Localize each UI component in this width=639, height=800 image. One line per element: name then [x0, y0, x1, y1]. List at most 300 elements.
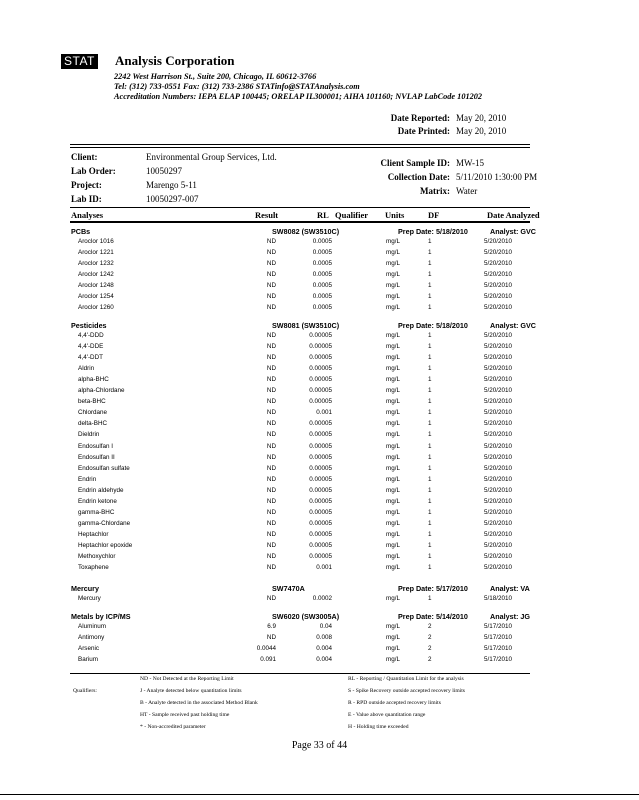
analyte-name: Aroclor 1232 [78, 260, 114, 267]
table-row [0, 343, 639, 354]
section-header-pesticides [0, 321, 639, 332]
analyte-name: alpha-Chlordane [78, 387, 125, 395]
units: mg/L [386, 564, 400, 572]
col-df: DF [428, 210, 440, 220]
result: ND [266, 519, 276, 527]
result: ND [266, 595, 276, 602]
section-method: SW7470A [272, 584, 305, 593]
units: mg/L [386, 271, 400, 278]
date-analyzed: 5/20/2010 [484, 282, 513, 289]
reporting-limit: 0.001 [316, 409, 332, 417]
date-analyzed: 5/20/2010 [484, 453, 513, 461]
table-row [0, 376, 639, 387]
table-row [0, 656, 639, 667]
date-analyzed: 5/20/2010 [484, 238, 513, 245]
result: ND [266, 238, 276, 245]
reporting-limit: 0.0005 [312, 260, 332, 267]
units: mg/L [386, 304, 400, 311]
client-sample-id-label: Client Sample ID: [380, 158, 450, 168]
table-row [0, 623, 639, 634]
dilution-factor: 1 [428, 431, 432, 439]
reporting-limit: 0.0005 [312, 271, 332, 278]
table-row [0, 531, 639, 542]
date-analyzed: 5/20/2010 [484, 486, 513, 494]
units: mg/L [386, 530, 400, 538]
dilution-factor: 2 [428, 656, 432, 663]
section-analyst: Analyst: GVC [490, 227, 536, 236]
collection-date-value: 5/11/2010 1:30:00 PM [456, 172, 538, 182]
units: mg/L [386, 453, 400, 461]
date-analyzed: 5/20/2010 [484, 464, 513, 472]
dilution-factor: 1 [428, 387, 432, 395]
units: mg/L [386, 420, 400, 428]
client-sample-id-value: MW-15 [456, 158, 484, 168]
qualifier-legend-item: RL - Reporting / Quantitation Limit for the analysis [348, 676, 464, 682]
dilution-factor: 1 [428, 260, 432, 267]
units: mg/L [386, 656, 400, 663]
table-row [0, 509, 639, 520]
units: mg/L [386, 409, 400, 417]
table-row [0, 409, 639, 420]
analyte-name: Antimony [78, 634, 105, 641]
date-analyzed: 5/20/2010 [484, 376, 513, 384]
col-units: Units [385, 210, 405, 220]
section-prep-date: Prep Date: 5/14/2010 [398, 612, 468, 621]
table-row [0, 476, 639, 487]
dilution-factor: 1 [428, 464, 432, 472]
section-name: Metals by ICP/MS [71, 612, 131, 621]
reporting-limit: 0.001 [316, 564, 332, 572]
table-row [0, 645, 639, 656]
reporting-limit: 0.00005 [309, 387, 332, 395]
date-analyzed: 5/20/2010 [484, 409, 513, 417]
table-row [0, 271, 639, 282]
result: ND [266, 486, 276, 494]
date-analyzed: 5/20/2010 [484, 431, 513, 439]
result: ND [266, 442, 276, 450]
dilution-factor: 1 [428, 271, 432, 278]
result: ND [266, 282, 276, 289]
col-result: Result [255, 210, 279, 220]
page-number: Page 33 of 44 [291, 740, 348, 751]
result: ND [266, 431, 276, 439]
dilution-factor: 1 [428, 238, 432, 245]
result: ND [266, 530, 276, 538]
result: ND [266, 293, 276, 300]
table-row [0, 454, 639, 465]
date-analyzed: 5/20/2010 [484, 365, 513, 373]
dilution-factor: 1 [428, 354, 432, 362]
date-analyzed: 5/20/2010 [484, 271, 513, 278]
table-row [0, 293, 639, 304]
result: ND [266, 260, 276, 267]
dilution-factor: 1 [428, 442, 432, 450]
date-analyzed: 5/18/2010 [484, 595, 513, 602]
date-analyzed: 5/17/2010 [484, 623, 513, 630]
result: ND [266, 497, 276, 505]
date-analyzed: 5/20/2010 [484, 260, 513, 267]
reporting-limit: 0.0005 [312, 282, 332, 289]
analyte-name: Toxaphene [78, 564, 109, 572]
date-analyzed: 5/20/2010 [484, 475, 513, 483]
table-row [0, 387, 639, 398]
analyte-name: alpha-BHC [78, 376, 109, 384]
divider [70, 221, 530, 223]
reporting-limit: 0.0005 [312, 304, 332, 311]
date-analyzed: 5/20/2010 [484, 387, 513, 395]
reporting-limit: 0.004 [316, 656, 332, 663]
table-row [0, 304, 639, 315]
units: mg/L [386, 431, 400, 439]
result: 6.9 [267, 623, 276, 630]
units: mg/L [386, 376, 400, 384]
lab-order-label: Lab Order: [71, 166, 116, 176]
project-value: Marengo 5-11 [146, 180, 197, 190]
result: ND [266, 541, 276, 549]
reporting-limit: 0.00005 [309, 541, 332, 549]
units: mg/L [386, 282, 400, 289]
date-analyzed: 5/20/2010 [484, 541, 513, 549]
analyte-name: Endosulfan I [78, 442, 114, 450]
dilution-factor: 1 [428, 475, 432, 483]
dilution-factor: 1 [428, 486, 432, 494]
table-row [0, 595, 639, 606]
client-label: Client: [71, 152, 98, 162]
table-row [0, 260, 639, 271]
units: mg/L [386, 398, 400, 406]
dilution-factor: 1 [428, 376, 432, 384]
divider [70, 147, 530, 148]
reporting-limit: 0.00005 [309, 354, 332, 362]
company-address: 2242 West Harrison St., Suite 200, Chicago, IL 60612-3766 [114, 72, 317, 81]
analyte-name: Endrin aldehyde [78, 486, 124, 494]
date-analyzed: 5/20/2010 [484, 497, 513, 505]
reporting-limit: 0.00005 [309, 442, 332, 450]
units: mg/L [386, 475, 400, 483]
table-row [0, 553, 639, 564]
dilution-factor: 1 [428, 398, 432, 406]
analyte-name: Mercury [78, 595, 101, 602]
units: mg/L [386, 354, 400, 362]
result: ND [266, 271, 276, 278]
units: mg/L [386, 497, 400, 505]
analyte-name: Aldrin [78, 365, 95, 373]
result: ND [266, 365, 276, 373]
dilution-factor: 1 [428, 420, 432, 428]
dilution-factor: 1 [428, 304, 432, 311]
qualifier-legend-item: ND - Not Detected at the Reporting Limit [140, 676, 234, 682]
collection-date-label: Collection Date: [387, 172, 450, 182]
table-row [0, 431, 639, 442]
table-row [0, 332, 639, 343]
reporting-limit: 0.00005 [309, 398, 332, 406]
divider [70, 144, 530, 145]
analyte-name: Aroclor 1254 [78, 293, 114, 300]
result: ND [266, 564, 276, 572]
units: mg/L [386, 645, 400, 652]
units: mg/L [386, 332, 400, 339]
date-analyzed: 5/20/2010 [484, 530, 513, 538]
table-row [0, 354, 639, 365]
table-row [0, 542, 639, 553]
reporting-limit: 0.00005 [309, 519, 332, 527]
qualifier-legend-item: HT - Sample received past holding time [140, 712, 230, 718]
date-analyzed: 5/20/2010 [484, 564, 513, 572]
dilution-factor: 2 [428, 634, 432, 641]
reporting-limit: 0.00005 [309, 453, 332, 461]
units: mg/L [386, 343, 400, 351]
section-header-metals [0, 612, 639, 623]
table-row [0, 520, 639, 531]
dilution-factor: 1 [428, 365, 432, 373]
date-analyzed: 5/20/2010 [484, 398, 513, 406]
reporting-limit: 0.0005 [312, 249, 332, 256]
units: mg/L [386, 623, 400, 630]
dilution-factor: 1 [428, 453, 432, 461]
date-analyzed: 5/20/2010 [484, 343, 513, 351]
col-date-analyzed: Date Analyzed [487, 210, 540, 220]
result: ND [266, 553, 276, 560]
date-printed-label: Date Printed: [397, 126, 450, 136]
col-qualifier: Qualifier [335, 210, 369, 220]
qualifier-legend-item: S - Spike Recovery outside accepted recovery limits [348, 688, 465, 694]
dilution-factor: 1 [428, 541, 432, 549]
reporting-limit: 0.0005 [312, 293, 332, 300]
dilution-factor: 1 [428, 595, 432, 602]
reporting-limit: 0.00005 [309, 497, 332, 505]
section-name: Mercury [71, 584, 99, 593]
reporting-limit: 0.00005 [309, 332, 332, 339]
dilution-factor: 1 [428, 282, 432, 289]
analyte-name: 4,4'-DDT [78, 354, 103, 362]
date-reported-label: Date Reported: [390, 113, 450, 123]
section-header-mercury [0, 584, 639, 595]
analyte-name: 4,4'-DDD [78, 332, 104, 339]
reporting-limit: 0.008 [316, 634, 332, 641]
result: ND [266, 332, 276, 339]
dilution-factor: 1 [428, 553, 432, 560]
reporting-limit: 0.00005 [309, 508, 332, 516]
section-name: Pesticides [71, 321, 107, 330]
result: ND [266, 634, 276, 641]
result: 0.091 [260, 656, 276, 663]
analyte-name: Endrin [78, 475, 97, 483]
table-row [0, 498, 639, 509]
divider [70, 673, 530, 674]
analyte-name: Endosulfan II [78, 453, 115, 461]
date-analyzed: 5/17/2010 [484, 656, 513, 663]
dilution-factor: 1 [428, 564, 432, 572]
matrix-value: Water [456, 186, 478, 196]
analyte-name: Heptachlor epoxide [78, 541, 133, 549]
result: ND [266, 304, 276, 311]
analyte-name: beta-BHC [78, 398, 106, 406]
qualifier-legend-item: R - RPD outside accepted recovery limits [348, 700, 441, 706]
units: mg/L [386, 553, 400, 560]
analyte-name: Chlordane [78, 409, 108, 417]
units: mg/L [386, 486, 400, 494]
units: mg/L [386, 365, 400, 373]
table-row [0, 365, 639, 376]
result: ND [266, 420, 276, 428]
analyte-name: Aroclor 1016 [78, 238, 114, 245]
analyte-name: Aroclor 1242 [78, 271, 114, 278]
result: ND [266, 464, 276, 472]
reporting-limit: 0.00005 [309, 365, 332, 373]
analyte-name: gamma-Chlordane [78, 519, 131, 527]
table-row [0, 465, 639, 476]
reporting-limit: 0.0002 [312, 595, 332, 602]
date-analyzed: 5/20/2010 [484, 332, 513, 339]
units: mg/L [386, 519, 400, 527]
analyte-name: Aluminum [78, 623, 106, 630]
date-analyzed: 5/20/2010 [484, 304, 513, 311]
lab-id-value: 10050297-007 [146, 194, 199, 204]
section-analyst: Analyst: GVC [490, 321, 536, 330]
reporting-limit: 0.00005 [309, 553, 332, 560]
analyte-name: Dieldrin [78, 431, 100, 439]
divider [70, 207, 530, 208]
matrix-label: Matrix: [420, 186, 450, 196]
dilution-factor: 1 [428, 343, 432, 351]
analyte-name: Endosulfan sulfate [78, 464, 130, 472]
section-name: PCBs [71, 227, 91, 236]
reporting-limit: 0.00005 [309, 376, 332, 384]
analyte-name: Aroclor 1248 [78, 282, 114, 289]
section-method: SW8081 (SW3510C) [272, 321, 340, 330]
table-row [0, 238, 639, 249]
dilution-factor: 1 [428, 497, 432, 505]
result: ND [266, 508, 276, 516]
dilution-factor: 2 [428, 645, 432, 652]
result: ND [266, 453, 276, 461]
qualifier-legend-item: * - Non-accredited parameter [140, 724, 206, 730]
dilution-factor: 1 [428, 530, 432, 538]
units: mg/L [386, 293, 400, 300]
date-analyzed: 5/20/2010 [484, 508, 513, 516]
reporting-limit: 0.00005 [309, 486, 332, 494]
reporting-limit: 0.0005 [312, 238, 332, 245]
reporting-limit: 0.00005 [309, 343, 332, 351]
analyte-name: Heptachlor [78, 530, 109, 538]
result: ND [266, 475, 276, 483]
units: mg/L [386, 464, 400, 472]
section-header-pcbs [0, 227, 639, 238]
section-prep-date: Prep Date: 5/17/2010 [398, 584, 468, 593]
result: ND [266, 387, 276, 395]
table-row [0, 398, 639, 409]
date-printed: May 20, 2010 [456, 126, 507, 136]
qualifier-legend-item: H - Holding time exceeded [348, 724, 409, 730]
lab-order-value: 10050297 [146, 166, 182, 176]
reporting-limit: 0.00005 [309, 530, 332, 538]
col-rl: RL [317, 210, 329, 220]
table-row [0, 420, 639, 431]
company-contact: Tel: (312) 733-0551 Fax: (312) 733-2386 STATinfo@STATAnalysis.com [114, 82, 360, 91]
analyte-name: Methoxychlor [78, 553, 116, 560]
reporting-limit: 0.04 [319, 623, 332, 630]
analyte-name: Aroclor 1221 [78, 249, 114, 256]
table-row [0, 443, 639, 454]
dilution-factor: 1 [428, 249, 432, 256]
analyte-name: gamma-BHC [78, 508, 115, 516]
col-analyses: Analyses [71, 210, 104, 220]
reporting-limit: 0.00005 [309, 420, 332, 428]
reporting-limit: 0.004 [316, 645, 332, 652]
date-analyzed: 5/20/2010 [484, 442, 513, 450]
section-analyst: Analyst: JG [490, 612, 530, 621]
section-method: SW6020 (SW3005A) [272, 612, 340, 621]
units: mg/L [386, 634, 400, 641]
dilution-factor: 1 [428, 519, 432, 527]
units: mg/L [386, 238, 400, 245]
table-row [0, 282, 639, 293]
analyte-name: Aroclor 1260 [78, 304, 114, 311]
date-analyzed: 5/20/2010 [484, 553, 513, 560]
company-name: Analysis Corporation [115, 53, 235, 68]
dilution-factor: 1 [428, 508, 432, 516]
units: mg/L [386, 387, 400, 395]
table-row [0, 564, 639, 575]
date-reported: May 20, 2010 [456, 113, 507, 123]
stat-logo: STAT [61, 54, 98, 69]
analyte-name: Arsenic [78, 645, 99, 652]
date-analyzed: 5/17/2010 [484, 645, 513, 652]
reporting-limit: 0.00005 [309, 431, 332, 439]
table-row [0, 249, 639, 260]
section-prep-date: Prep Date: 5/18/2010 [398, 321, 468, 330]
date-analyzed: 5/17/2010 [484, 634, 513, 641]
result: 0.0044 [256, 645, 276, 652]
qualifier-legend-item: E - Value above quantitation range [348, 712, 426, 718]
units: mg/L [386, 595, 400, 602]
qualifiers-label: Qualifiers: [73, 688, 97, 694]
result: ND [266, 409, 276, 417]
result: ND [266, 354, 276, 362]
analyte-name: 4,4'-DDE [78, 343, 104, 351]
units: mg/L [386, 508, 400, 516]
dilution-factor: 2 [428, 623, 432, 630]
analyte-name: Barium [78, 656, 98, 663]
table-row [0, 634, 639, 645]
dilution-factor: 1 [428, 293, 432, 300]
section-analyst: Analyst: VA [490, 584, 530, 593]
units: mg/L [386, 249, 400, 256]
date-analyzed: 5/20/2010 [484, 249, 513, 256]
reporting-limit: 0.00005 [309, 464, 332, 472]
result: ND [266, 376, 276, 384]
date-analyzed: 5/20/2010 [484, 420, 513, 428]
lab-id-label: Lab ID: [71, 194, 102, 204]
result: ND [266, 249, 276, 256]
units: mg/L [386, 541, 400, 549]
analyte-name: Endrin ketone [78, 497, 117, 505]
qualifier-legend-item: B - Analyte detected in the associated Method Blank [140, 700, 258, 706]
client-value: Environmental Group Services, Ltd. [146, 152, 277, 162]
project-label: Project: [71, 180, 102, 190]
result: ND [266, 343, 276, 351]
section-prep-date: Prep Date: 5/18/2010 [398, 227, 468, 236]
reporting-limit: 0.00005 [309, 475, 332, 483]
table-row [0, 487, 639, 498]
result: ND [266, 398, 276, 406]
dilution-factor: 1 [428, 409, 432, 417]
date-analyzed: 5/20/2010 [484, 354, 513, 362]
qualifier-legend-item: J - Analyte detected below quantitation limits [140, 688, 242, 694]
bottom-border [0, 794, 639, 795]
accreditation-numbers: Accreditation Numbers: IEPA ELAP 100445; ORELAP IL300001; AIHA 101160; NVLAP LabCode 101202 [114, 92, 483, 101]
date-analyzed: 5/20/2010 [484, 519, 513, 527]
